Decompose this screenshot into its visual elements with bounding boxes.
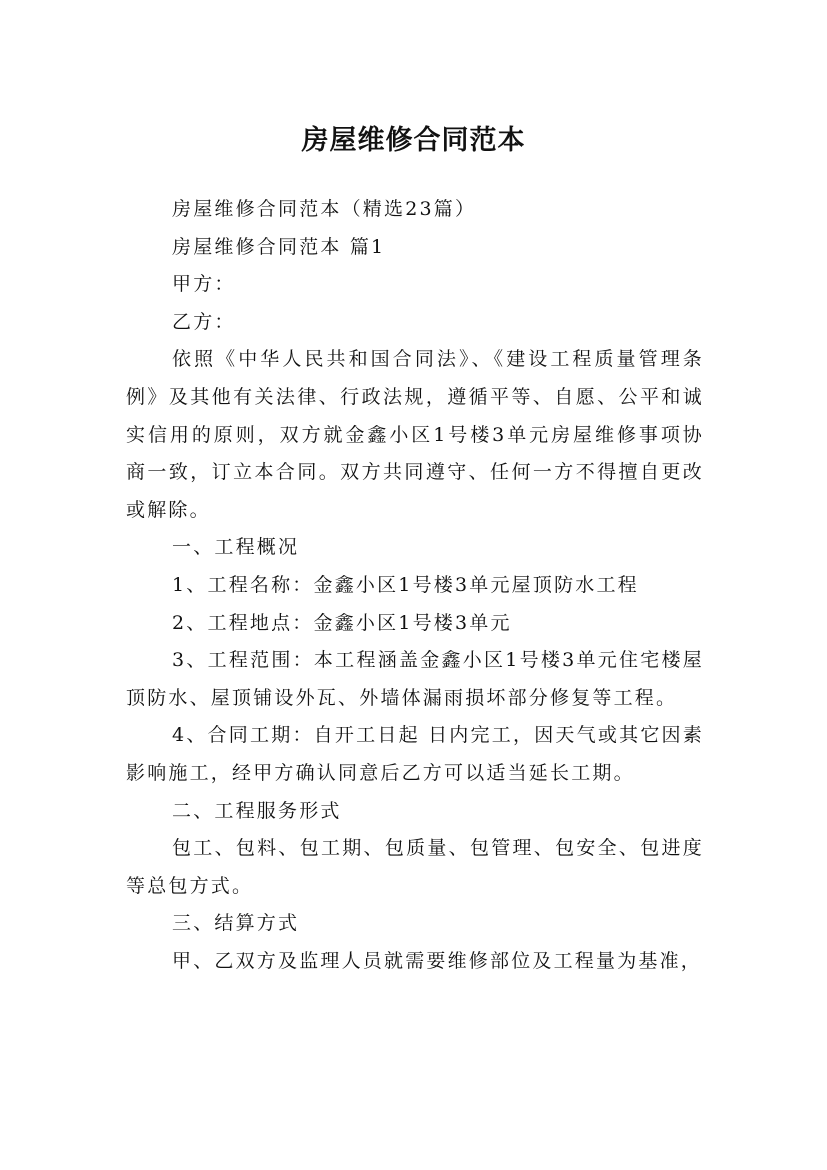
paragraph-service-form: 包工、包料、包工期、包质量、包管理、包安全、包进度等总包方式。 (126, 837, 704, 897)
paragraph-preamble: 依照《中华人民共和国合同法》、《建设工程质量管理条例》及其他有关法律、行政法规，遵循平等、自愿、公平和诚实信用的原则，双方就金鑫小区1号楼3单元房屋维修事项协商一致，订立本合同。双方共同遵守、任何一方不得擅自更改或解除。 (126, 348, 704, 521)
paragraph-party-a: 甲方： (172, 273, 236, 296)
paragraph-project-name: 1、工程名称：金鑫小区1号楼3单元屋顶防水工程 (172, 573, 639, 596)
document-title: 房屋维修合同范本 (301, 125, 526, 157)
paragraph-heading-project-overview: 一、工程概况 (172, 536, 300, 559)
paragraph-collection-title: 房屋维修合同范本（精选23篇） (172, 198, 477, 220)
paragraph-project-scope: 3、工程范围：本工程涵盖金鑫小区1号楼3单元住宅楼屋顶防水、屋顶铺设外瓦、外墙体漏雨损坏部分修复等工程。 (126, 649, 704, 709)
paragraph-project-location: 2、工程地点：金鑫小区1号楼3单元 (172, 611, 512, 634)
paragraph-contract-period: 4、合同工期：自开工日起 日内完工，因天气或其它因素影响施工，经甲方确认同意后乙方可以适当延长工期。 (126, 724, 704, 784)
paragraph-heading-settlement: 三、结算方式 (172, 912, 300, 935)
paragraph-settlement: 甲、乙双方及监理人员就需要维修部位及工程量为基准， (172, 949, 703, 972)
document-body (126, 191, 704, 980)
paragraph-party-b: 乙方： (172, 310, 236, 333)
paragraph-heading-service-form: 二、工程服务形式 (172, 799, 342, 822)
paragraph-section-heading: 房屋维修合同范本 篇1 (172, 235, 386, 258)
